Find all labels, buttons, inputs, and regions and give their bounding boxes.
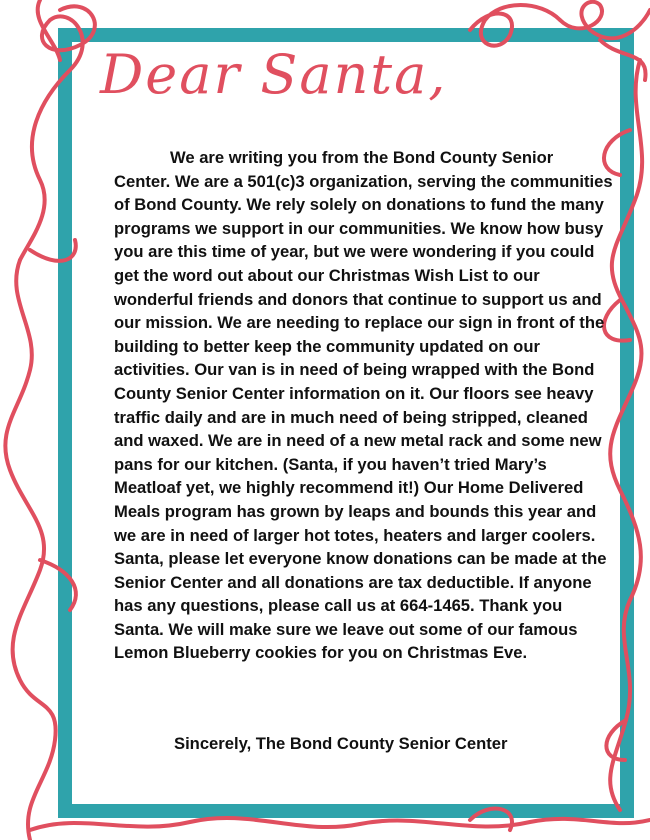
letter-title: Dear Santa, bbox=[100, 43, 448, 106]
letter-body bbox=[114, 146, 614, 665]
letter-body-text: We are writing you from the Bond County Senior Center. We are a 501(c)3 organization, serving the communities of Bond County. We rely solely on donations to fund the many programs we support in our communities. We know how busy you are this time of year, but we were wondering if you could get the word out about our Christmas Wish List to our wonderful friends and donors that continue to support us and our mission. We are needing to replace our sign in front of the building to better keep the community updated on our activities. Our van is in need of being wrapped with the Bond County Senior Center information on it. Our floors see heavy traffic daily and are in much need of being stripped, cleaned and waxed. We are in need of a new metal rack and some new pans for our kitchen. (Santa, if you haven’t tried Mary’s Meatloaf yet, we highly recommend it!) Our Home Delivered Meals program has grown by leaps and bounds this year and we are in need of larger hot totes, heaters and larger coolers. Santa, please let everyone know donations can be made at the Senior Center and all donations are tax deductible. If anyone has any questions, please call us at 664-1465. Thank you Santa. We will make sure we leave out some of our famous Lemon Blueberry cookies for you on Christmas Eve. bbox=[114, 148, 613, 663]
letter-signoff: Sincerely, The Bond County Senior Center bbox=[174, 734, 508, 753]
